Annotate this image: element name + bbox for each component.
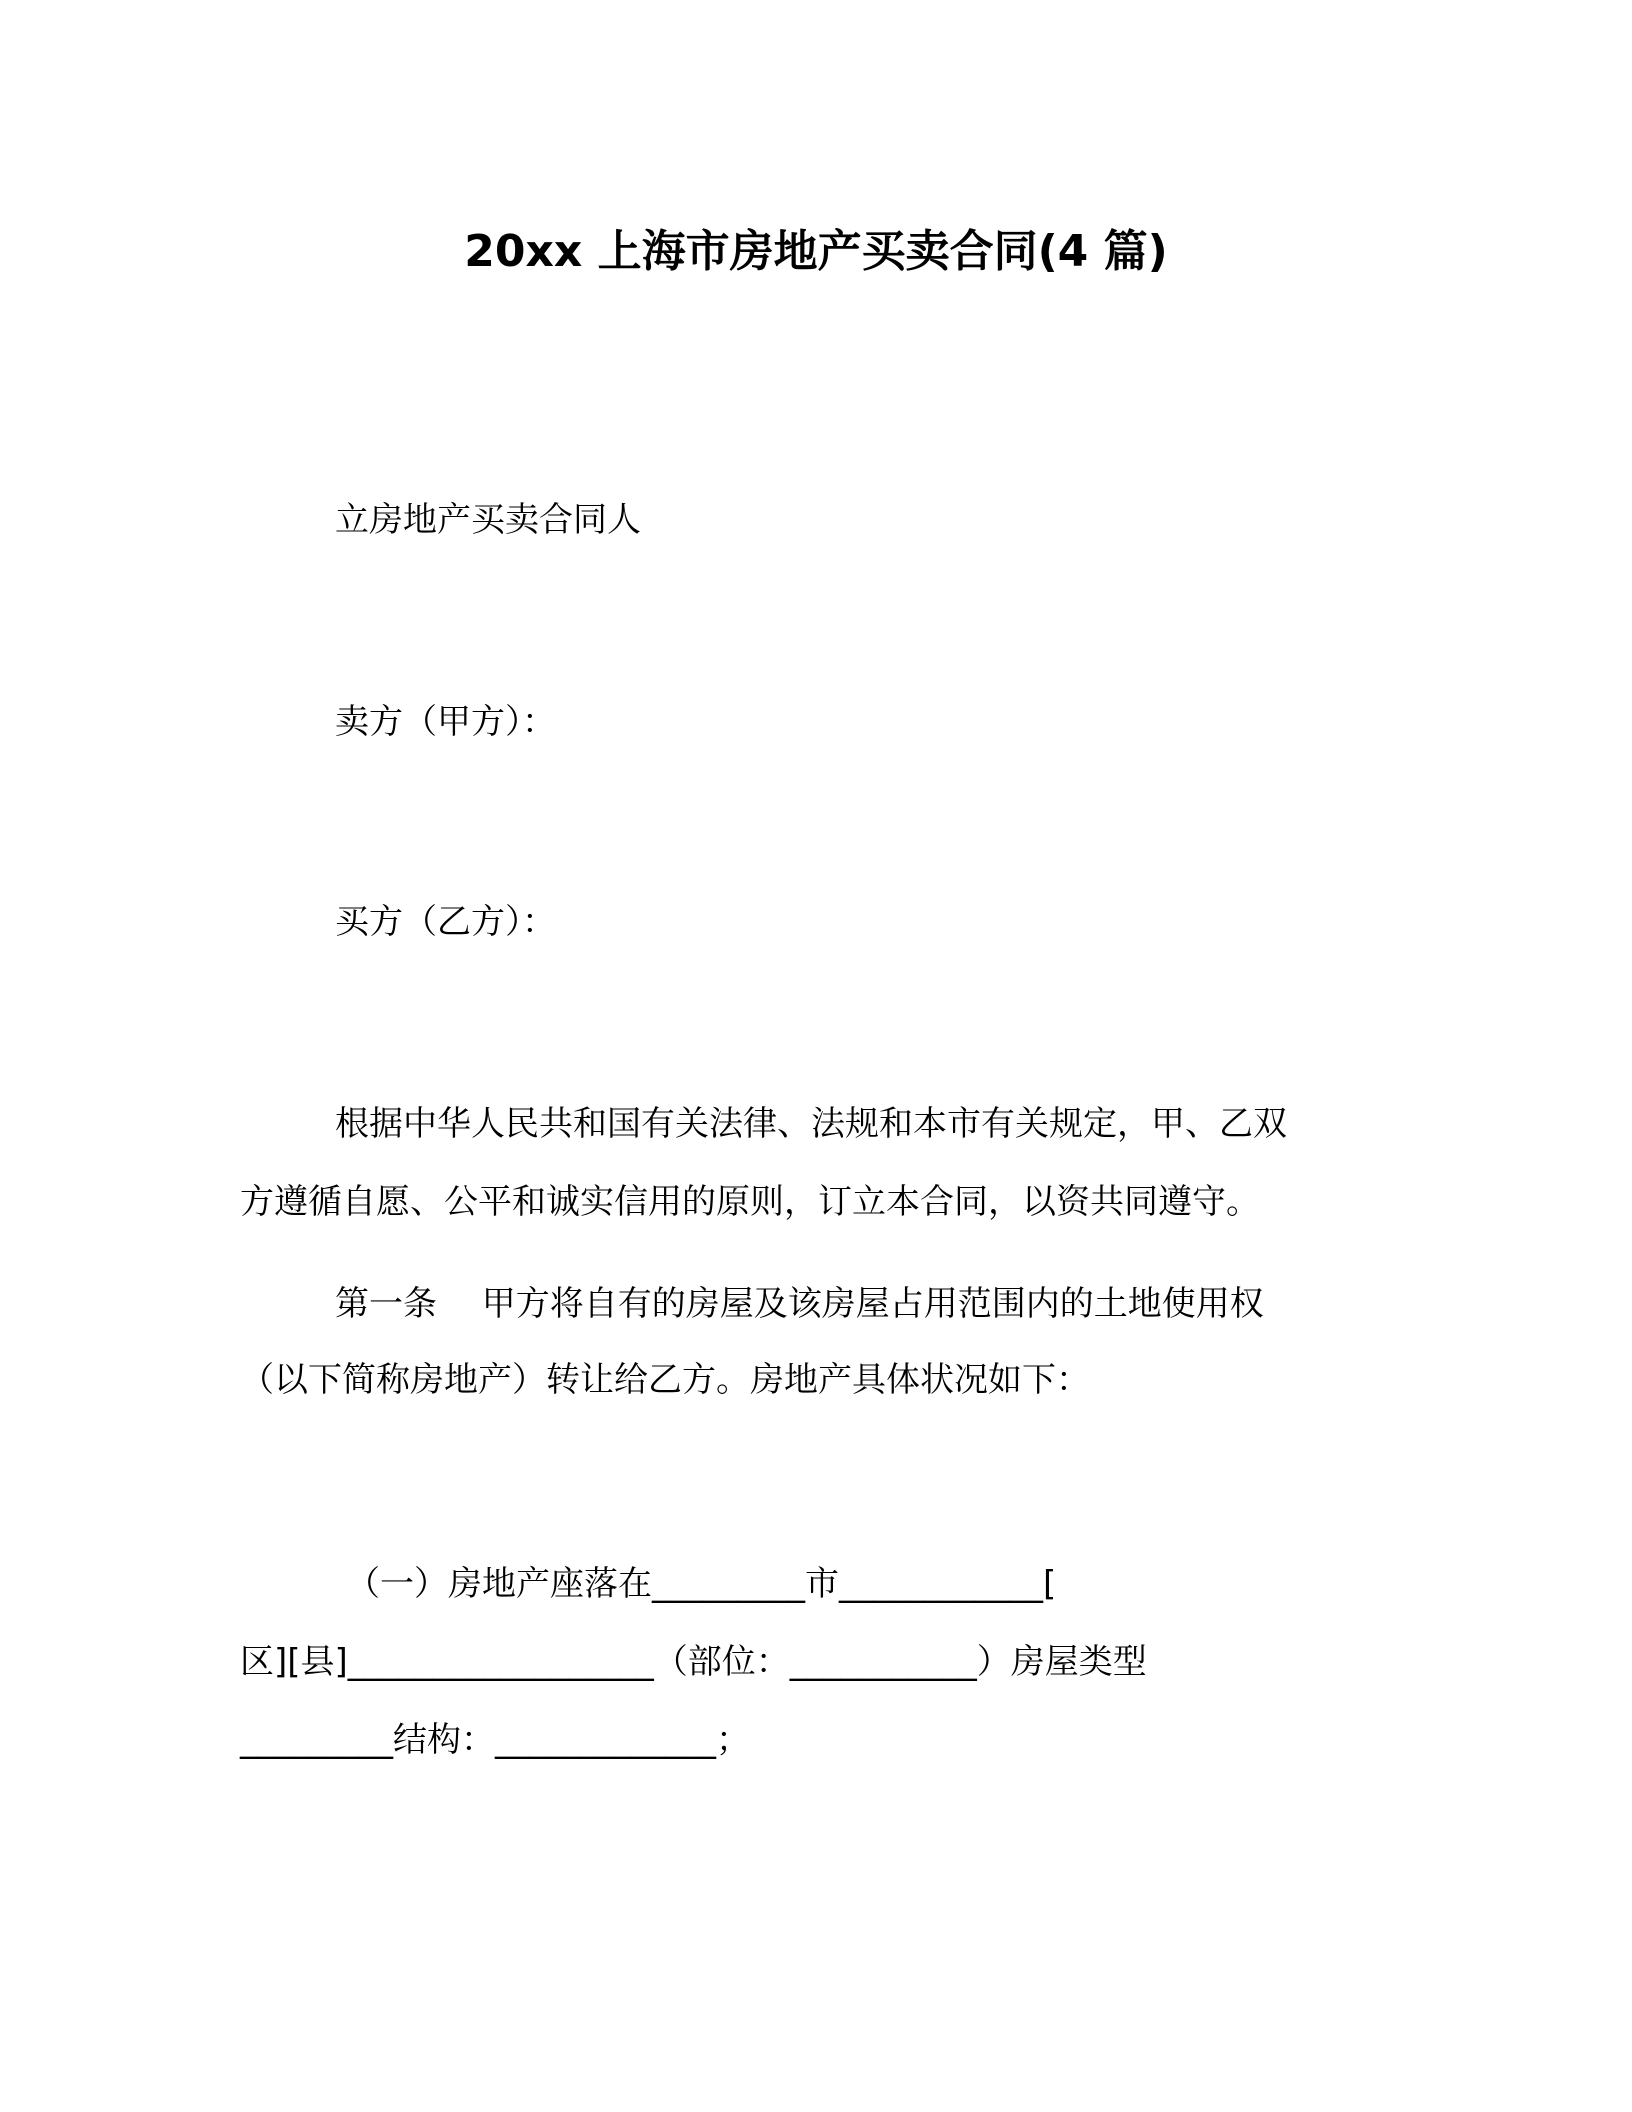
article-one-line-1: 第一条 甲方将自有的房屋及该房屋占用范围内的土地使用权 [335,1284,1264,1324]
item-one-line-2: 区][县]__________________（部位：___________）房屋类型 [240,1642,1147,1682]
article-one-line-2: （以下简称房地产）转让给乙方。房地产具体状况如下： [240,1360,1090,1400]
preamble-line-2: 方遵循自愿、公平和诚实信用的原则，订立本合同，以资共同遵守。 [240,1182,1260,1222]
buyer-label: 买方（乙方）： [335,902,556,942]
seller-label: 卖方（甲方）： [335,702,556,742]
document-title: 20xx 上海市房地产买卖合同(4 篇) [464,226,1168,277]
preamble-line-1: 根据中华人民共和国有关法律、法规和本市有关规定，甲、乙双 [335,1104,1287,1144]
item-one-line-1: （一）房地产座落在_________市____________[ [346,1564,1057,1604]
party-heading: 立房地产买卖合同人 [335,500,641,540]
item-one-line-3: _________结构：_____________； [240,1720,750,1760]
